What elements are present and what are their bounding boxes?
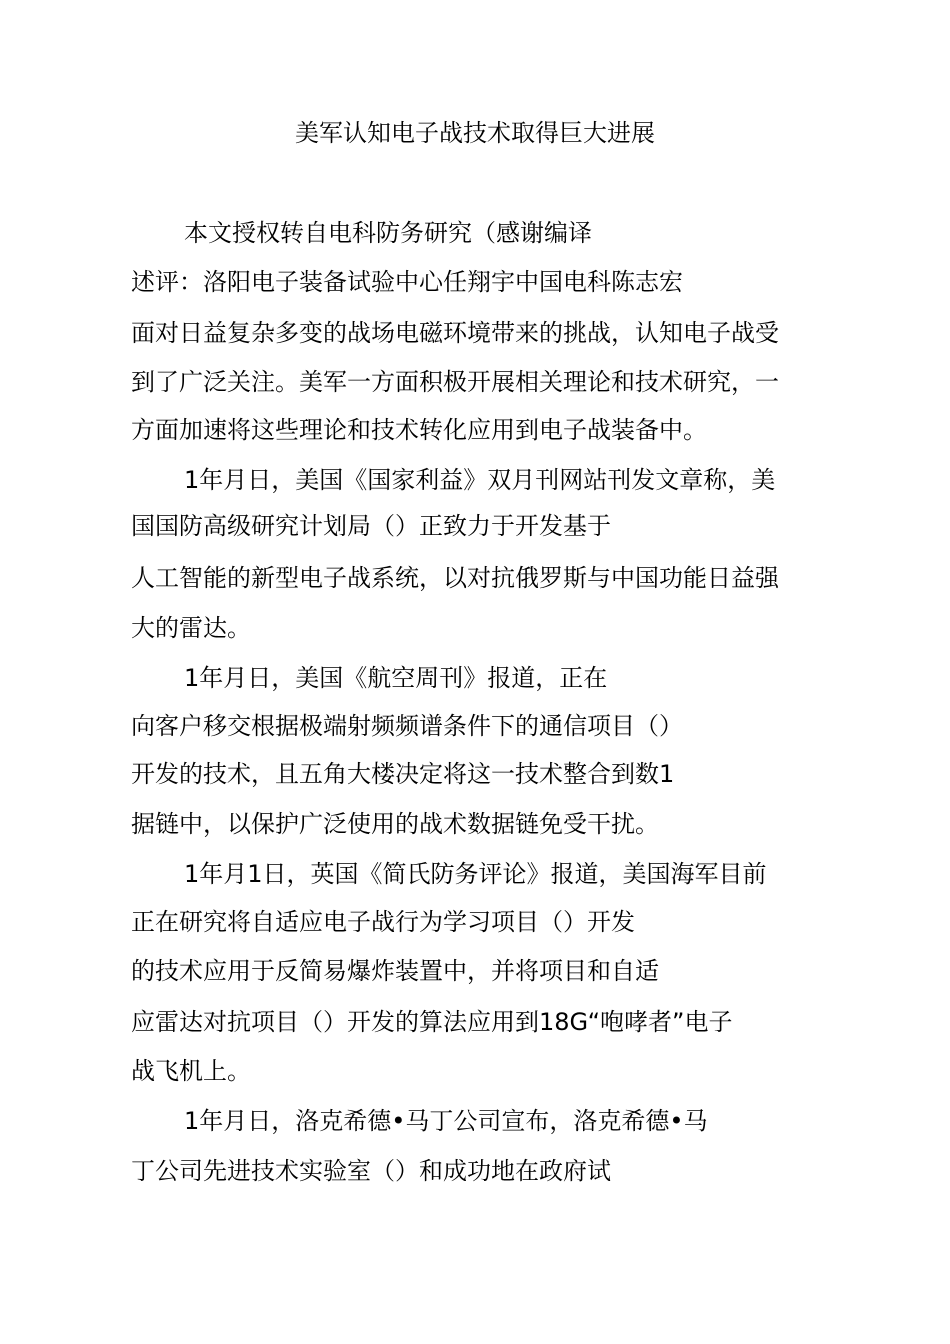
paragraph-line-14: 1年月1日，英国《简氏防务评论》报道，美国海军目前 — [184, 860, 767, 888]
paragraph-line-7: 国国防高级研究计划局（）正致力于开发基于 — [131, 512, 611, 540]
paragraph-line-16: 的技术应用于反简易爆炸装置中，并将项目和自适 — [131, 957, 659, 985]
paragraph-line-10: 1年月日，美国《航空周刊》报道，正在 — [184, 664, 608, 692]
paragraph-line-4: 到了广泛关注。美军一方面积极开展相关理论和技术研究，一 — [131, 368, 779, 396]
paragraph-line-8: 人工智能的新型电子战系统，以对抗俄罗斯与中国功能日益强 — [131, 564, 779, 592]
paragraph-line-6: 1年月日，美国《国家利益》双月刊网站刊发文章称，美 — [184, 466, 776, 494]
paragraph-line-5: 方面加速将这些理论和技术转化应用到电子战装备中。 — [131, 416, 707, 444]
paragraph-line-2: 述评：洛阳电子装备试验中心任翔宇中国电科陈志宏 — [131, 268, 683, 296]
paragraph-line-19: 1年月日，洛克希德•马丁公司宣布，洛克希德•马 — [184, 1107, 708, 1135]
paragraph-line-17: 应雷达对抗项目（）开发的算法应用到18G“咆哮者”电子 — [131, 1008, 733, 1036]
document-title: 美军认知电子战技术取得巨大进展 — [295, 119, 655, 147]
paragraph-line-9: 大的雷达。 — [131, 614, 251, 642]
paragraph-line-1: 本文授权转自电科防务研究（感谢编译 — [184, 219, 592, 247]
paragraph-line-3: 面对日益复杂多变的战场电磁环境带来的挑战，认知电子战受 — [131, 319, 779, 347]
paragraph-line-15: 正在研究将自适应电子战行为学习项目（）开发 — [131, 908, 635, 936]
paragraph-line-13: 据链中，以保护广泛使用的战术数据链免受干扰。 — [131, 810, 659, 838]
paragraph-line-20: 丁公司先进技术实验室（）和成功地在政府试 — [131, 1157, 611, 1185]
paragraph-line-11: 向客户移交根据极端射频频谱条件下的通信项目（） — [131, 712, 683, 740]
paragraph-line-18: 战飞机上。 — [131, 1057, 251, 1085]
paragraph-line-12: 开发的技术，且五角大楼决定将这一技术整合到数1 — [131, 760, 675, 788]
